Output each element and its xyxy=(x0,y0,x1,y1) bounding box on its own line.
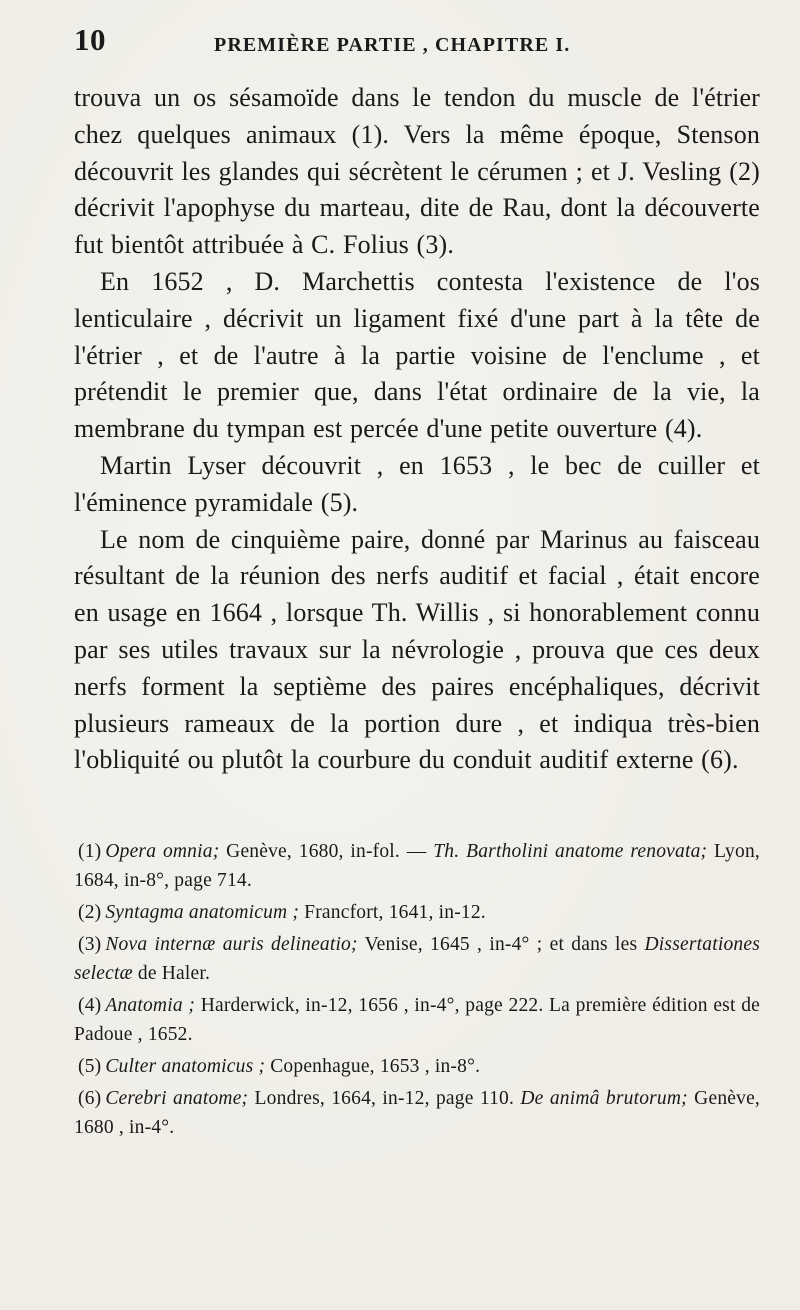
footnote-text: de Haler. xyxy=(132,963,211,985)
footnote-title: Culter anatomicus ; xyxy=(105,1056,266,1078)
footnote-text: Harderwick, in-12, 1656 , in-4°, page 222. La première édition est de Padoue , 1652. xyxy=(74,995,761,1046)
footnote-text: Francfort, 1641, in-12. xyxy=(299,902,486,924)
footnote-title: Anatomia ; xyxy=(105,995,196,1017)
footnote-title: Th. Bartholini anatome renovata; xyxy=(433,841,708,863)
footnote-marker: (2) xyxy=(78,902,102,924)
footnote-title: Cerebri anatome; xyxy=(105,1088,249,1110)
footnotes xyxy=(74,837,760,1143)
footnote-title: De animâ brutorum; xyxy=(520,1088,688,1110)
page-header xyxy=(74,22,760,70)
footnote-title: Opera omnia; xyxy=(105,841,220,863)
footnote xyxy=(74,1052,760,1082)
footnote-text: Genève, 1680 , in-4°. xyxy=(74,1088,761,1139)
footnote-marker: (4) xyxy=(78,995,102,1017)
paragraph: trouva un os sésamoïde dans le tendon du muscle de l'étrier chez quelques animaux (1). Vers la même époque, Stenson découvrit les glandes qui sécrètent le cérumen ; et J. Vesling (2) décrivit l'apophyse du marteau, dite de Rau, dont la découverte fut bientôt attribuée à C. Folius (3). xyxy=(74,83,760,260)
footnote-title: Dissertationes selectæ xyxy=(74,934,760,985)
footnote-text: Copenhague, 1653 , in-8°. xyxy=(265,1056,481,1078)
footnote-marker: (5) xyxy=(78,1056,102,1078)
paragraph: Martin Lyser découvrit , en 1653 , le bec de cuiller et l'éminence pyramidale (5). xyxy=(74,450,760,517)
footnote-marker: (1) xyxy=(78,841,102,863)
page-number: 10 xyxy=(74,22,106,57)
body-text xyxy=(74,80,760,779)
footnote-marker: (3) xyxy=(78,934,102,956)
footnote xyxy=(74,837,760,896)
footnote-text: Lyon, 1684, in-8°, page 714. xyxy=(74,841,760,892)
footnote-text: Genève, 1680, in-fol. — xyxy=(219,841,434,863)
footnote xyxy=(74,930,760,989)
footnote-text: Londres, 1664, in-12, page 110. xyxy=(248,1088,521,1110)
footnote-title: Syntagma anatomicum ; xyxy=(105,902,300,924)
footnote-text: Venise, 1645 , in-4° ; et dans les xyxy=(357,934,645,956)
footnote-title: Nova internæ auris delineatio; xyxy=(105,934,358,956)
running-head: PREMIÈRE PARTIE , CHAPITRE I. xyxy=(214,34,571,56)
paragraph: Le nom de cinquième paire, donné par Marinus au faisceau résultant de la réunion des nerfs auditif et facial , était encore en usage en 1664 , lorsque Th. Willis , si honorablement connu par ses utiles travaux sur la névrologie , prouva que ces deux nerfs forment la septième des paires encéphaliques, décrivit plusieurs rameaux de la portion dure , et indiqua très-bien l'obliquité ou plutôt la courbure du conduit auditif externe (6). xyxy=(74,524,760,775)
footnote xyxy=(74,898,760,928)
footnote-marker: (6) xyxy=(78,1088,102,1110)
footnote xyxy=(74,1084,760,1143)
paragraph: En 1652 , D. Marchettis contesta l'existence de l'os lenticulaire , décrivit un ligament fixé d'une part à la tête de l'étrier , et de l'autre à la partie voisine de l'enclume , et prétendit le premier que, dans l'état ordinaire de la vie, la membrane du tympan est percée d'une petite ouverture (4). xyxy=(74,266,760,444)
footnote xyxy=(74,991,760,1050)
